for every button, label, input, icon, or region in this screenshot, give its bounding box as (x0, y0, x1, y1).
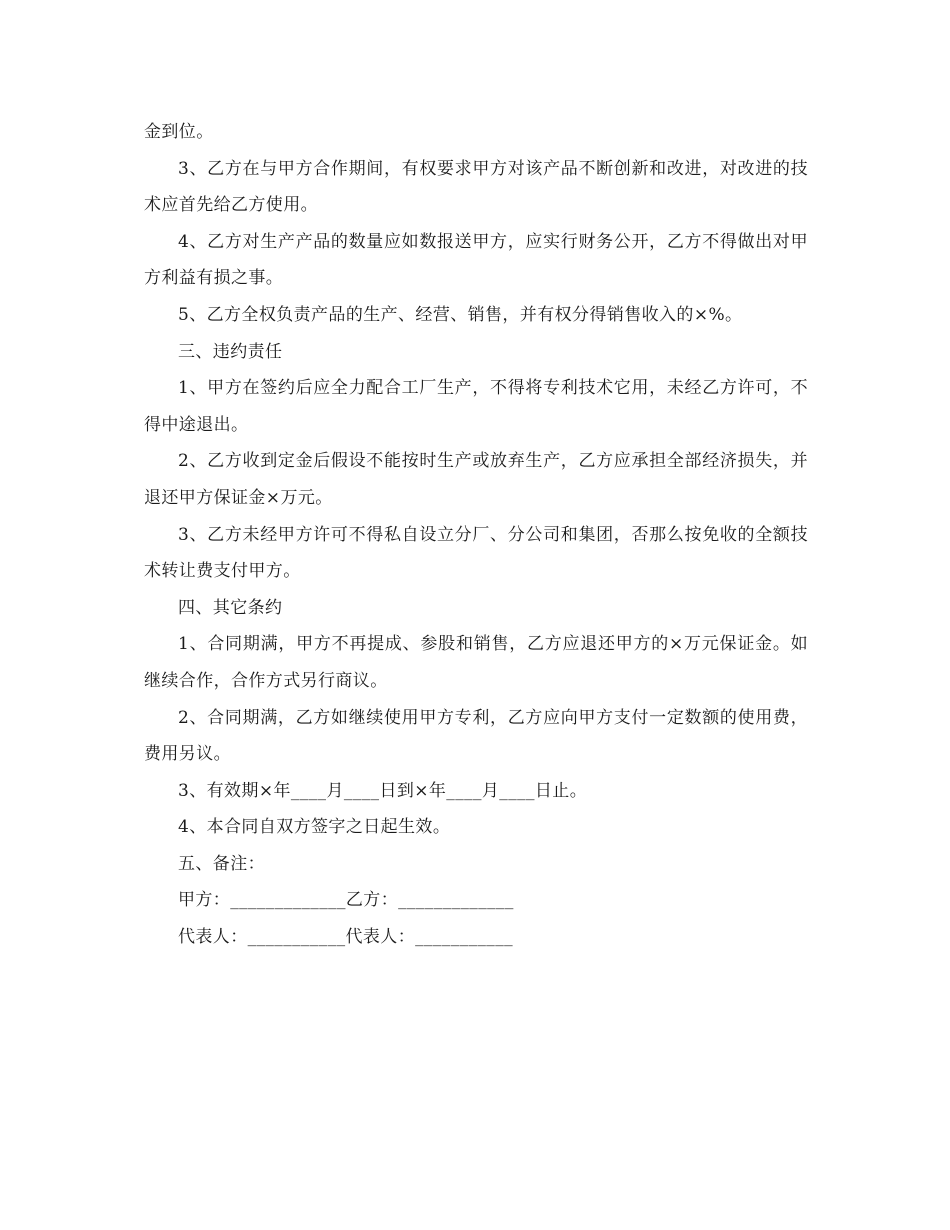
signature-line-parties: 甲方：_____________乙方：_____________ (178, 890, 514, 911)
document-body (144, 114, 808, 956)
paragraph-clause-2-5: 5、乙方全权负责产品的生产、经营、销售，并有权分得销售收入的×%。 (178, 304, 743, 325)
paragraph-clause-4-4: 4、本合同自双方签字之日起生效。 (178, 817, 451, 838)
paragraph-clause-3-3: 3、乙方未经甲方许可不得私自设立分厂、分公司和集团，否那么按免收的全额技术转让费支付甲方。 (144, 524, 808, 582)
paragraph-clause-4-3: 3、有效期×年____月____日到×年____月____日止。 (178, 780, 588, 801)
paragraph-clause-4-1: 1、合同期满，甲方不再提成、参股和销售，乙方应退还甲方的×万元保证金。如继续合作，合作方式另行商议。 (144, 634, 808, 691)
paragraph-clause-2-4: 4、乙方对生产产品的数量应如数报送甲方，应实行财务公开，乙方不得做出对甲方利益有损之事。 (144, 231, 808, 289)
paragraph-clause-4-2: 2、合同期满，乙方如继续使用甲方专利，乙方应向甲方支付一定数额的使用费，费用另议。 (144, 707, 808, 765)
paragraph-clause-3-1: 1、甲方在签约后应全力配合工厂生产，不得将专利技术它用，未经乙方许可，不得中途退出。 (144, 378, 808, 435)
paragraph-clause-2-3: 3、乙方在与甲方合作期间，有权要求甲方对该产品不断创新和改进，对改进的技术应首先给乙方使用。 (144, 158, 808, 216)
section-heading-other-terms: 四、其它条约 (178, 597, 283, 618)
section-heading-breach-liability: 三、违约责任 (178, 341, 283, 362)
section-heading-remarks: 五、备注： (178, 853, 265, 874)
paragraph-clause-3-2: 2、乙方收到定金后假设不能按时生产或放弃生产，乙方应承担全部经济损失，并退还甲方保证金×万元。 (144, 451, 808, 508)
signature-line-representatives: 代表人：___________代表人：___________ (178, 927, 513, 948)
paragraph-fund-in-place: 金到位。 (144, 122, 214, 142)
